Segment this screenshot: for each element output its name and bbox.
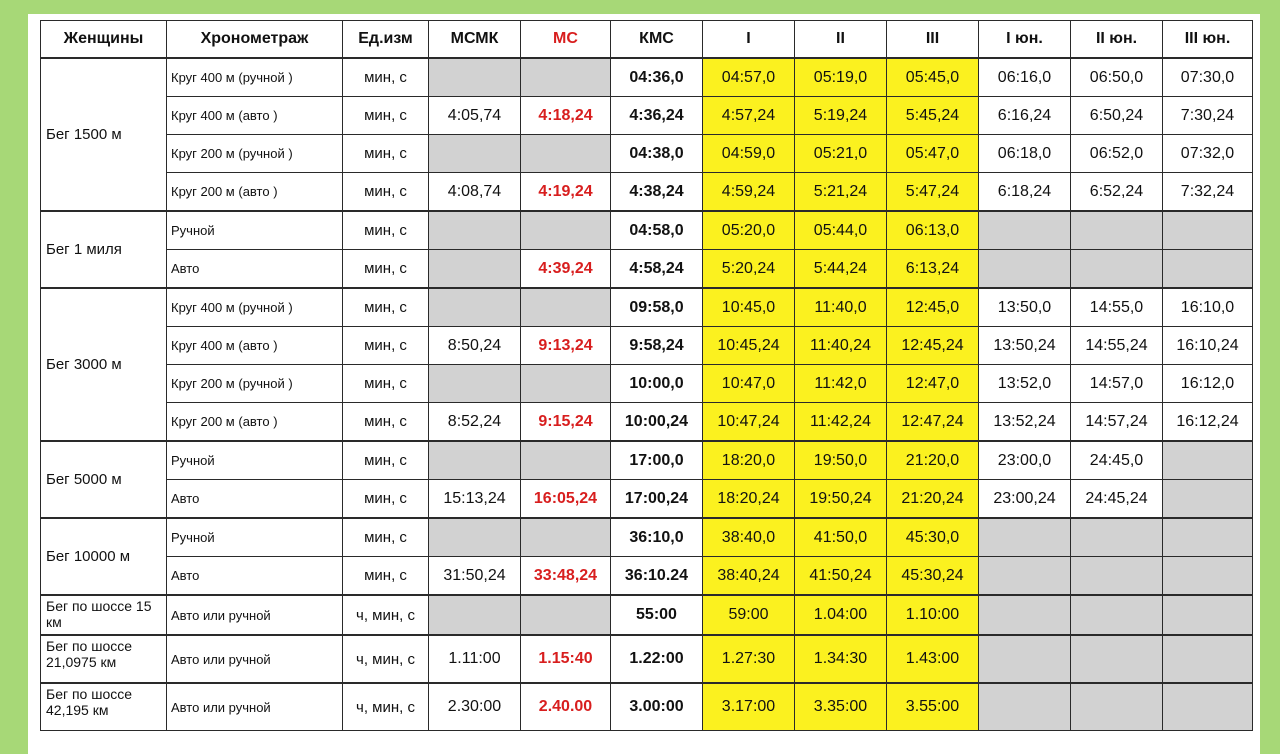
cell-y3 xyxy=(1163,635,1253,683)
table-row xyxy=(41,288,1253,327)
cell-y2 xyxy=(1071,683,1163,731)
unit-cell: ч, мин, с xyxy=(343,635,429,683)
cell-r2: 05:44,0 xyxy=(795,211,887,250)
cell-y3 xyxy=(1163,683,1253,731)
cell-r1: 04:59,0 xyxy=(703,135,795,173)
unit-cell: мин, с xyxy=(343,173,429,212)
cell-ms: 33:48,24 xyxy=(521,557,611,596)
cell-y1 xyxy=(979,211,1071,250)
event-name: Бег по шоссе 21,0975 км xyxy=(41,635,167,683)
cell-msmk xyxy=(429,441,521,480)
table-row xyxy=(41,365,1253,403)
timing-method: Авто или ручной xyxy=(167,683,343,731)
unit-cell: мин, с xyxy=(343,211,429,250)
cell-r3: 05:45,0 xyxy=(887,58,979,97)
cell-y1: 13:50,24 xyxy=(979,327,1071,365)
cell-y2: 06:52,0 xyxy=(1071,135,1163,173)
cell-r2: 05:21,0 xyxy=(795,135,887,173)
table-row xyxy=(41,635,1253,683)
cell-y2: 14:57,0 xyxy=(1071,365,1163,403)
event-name: Бег по шоссе 42,195 км xyxy=(41,683,167,731)
cell-r2: 5:21,24 xyxy=(795,173,887,212)
cell-kms: 04:38,0 xyxy=(611,135,703,173)
cell-r2: 11:42,24 xyxy=(795,403,887,442)
cell-ms xyxy=(521,595,611,635)
table-row xyxy=(41,250,1253,289)
cell-y2: 06:50,0 xyxy=(1071,58,1163,97)
table-row xyxy=(41,97,1253,135)
unit-cell: мин, с xyxy=(343,288,429,327)
cell-msmk: 31:50,24 xyxy=(429,557,521,596)
cell-kms: 04:36,0 xyxy=(611,58,703,97)
table-row xyxy=(41,518,1253,557)
header-youth-1: I юн. xyxy=(979,21,1071,59)
cell-r3: 21:20,24 xyxy=(887,480,979,519)
unit-cell: мин, с xyxy=(343,327,429,365)
timing-method: Авто xyxy=(167,480,343,519)
cell-r2: 5:44,24 xyxy=(795,250,887,289)
cell-msmk: 4:05,74 xyxy=(429,97,521,135)
timing-method: Авто xyxy=(167,250,343,289)
cell-r1: 38:40,24 xyxy=(703,557,795,596)
table-row xyxy=(41,135,1253,173)
cell-r1: 18:20,24 xyxy=(703,480,795,519)
table-row xyxy=(41,173,1253,212)
cell-y3 xyxy=(1163,250,1253,289)
cell-msmk xyxy=(429,211,521,250)
cell-ms xyxy=(521,365,611,403)
cell-r3: 12:47,24 xyxy=(887,403,979,442)
event-name: Бег по шоссе 15 км xyxy=(41,595,167,635)
cell-r1: 10:47,0 xyxy=(703,365,795,403)
cell-ms xyxy=(521,441,611,480)
cell-r1: 18:20,0 xyxy=(703,441,795,480)
header-kms: КМС xyxy=(611,21,703,59)
table-row xyxy=(41,480,1253,519)
cell-r3: 45:30,0 xyxy=(887,518,979,557)
cell-y3: 7:30,24 xyxy=(1163,97,1253,135)
cell-y1 xyxy=(979,250,1071,289)
cell-r3: 5:47,24 xyxy=(887,173,979,212)
cell-kms: 9:58,24 xyxy=(611,327,703,365)
unit-cell: ч, мин, с xyxy=(343,683,429,731)
cell-y1 xyxy=(979,683,1071,731)
cell-kms: 17:00,24 xyxy=(611,480,703,519)
header-unit: Ед.изм xyxy=(343,21,429,59)
event-name: Бег 1 миля xyxy=(41,211,167,288)
table-row xyxy=(41,683,1253,731)
unit-cell: мин, с xyxy=(343,480,429,519)
cell-kms: 04:58,0 xyxy=(611,211,703,250)
cell-r2: 1.34:30 xyxy=(795,635,887,683)
cell-y1 xyxy=(979,518,1071,557)
cell-r1: 10:45,24 xyxy=(703,327,795,365)
cell-kms: 09:58,0 xyxy=(611,288,703,327)
cell-y3: 07:32,0 xyxy=(1163,135,1253,173)
cell-kms: 4:38,24 xyxy=(611,173,703,212)
timing-method: Круг 200 м (авто ) xyxy=(167,173,343,212)
cell-r2: 11:40,24 xyxy=(795,327,887,365)
header-rank-2: II xyxy=(795,21,887,59)
cell-y1: 23:00,24 xyxy=(979,480,1071,519)
cell-y1: 13:50,0 xyxy=(979,288,1071,327)
table-row xyxy=(41,211,1253,250)
cell-y1 xyxy=(979,635,1071,683)
unit-cell: мин, с xyxy=(343,518,429,557)
cell-ms xyxy=(521,58,611,97)
table-row xyxy=(41,557,1253,596)
header-rank-1: I xyxy=(703,21,795,59)
cell-y2 xyxy=(1071,635,1163,683)
cell-y1 xyxy=(979,595,1071,635)
cell-y2 xyxy=(1071,250,1163,289)
cell-r1: 38:40,0 xyxy=(703,518,795,557)
cell-ms: 9:15,24 xyxy=(521,403,611,442)
cell-y2 xyxy=(1071,557,1163,596)
timing-method: Ручной xyxy=(167,518,343,557)
cell-kms: 3.00:00 xyxy=(611,683,703,731)
cell-msmk: 8:52,24 xyxy=(429,403,521,442)
cell-r3: 21:20,0 xyxy=(887,441,979,480)
cell-r2: 11:42,0 xyxy=(795,365,887,403)
cell-r3: 1.10:00 xyxy=(887,595,979,635)
cell-r3: 05:47,0 xyxy=(887,135,979,173)
cell-r3: 12:45,0 xyxy=(887,288,979,327)
timing-method: Круг 400 м (ручной ) xyxy=(167,58,343,97)
cell-y2: 14:55,24 xyxy=(1071,327,1163,365)
timing-method: Круг 400 м (ручной ) xyxy=(167,288,343,327)
event-name: Бег 10000 м xyxy=(41,518,167,595)
cell-r1: 4:57,24 xyxy=(703,97,795,135)
cell-ms: 16:05,24 xyxy=(521,480,611,519)
header-row xyxy=(41,21,1253,59)
cell-ms xyxy=(521,135,611,173)
cell-y2: 6:52,24 xyxy=(1071,173,1163,212)
cell-y1: 06:16,0 xyxy=(979,58,1071,97)
header-msmk: МСМК xyxy=(429,21,521,59)
cell-msmk: 1.11:00 xyxy=(429,635,521,683)
unit-cell: мин, с xyxy=(343,250,429,289)
cell-y3: 07:30,0 xyxy=(1163,58,1253,97)
cell-ms: 9:13,24 xyxy=(521,327,611,365)
cell-msmk: 15:13,24 xyxy=(429,480,521,519)
cell-r2: 19:50,0 xyxy=(795,441,887,480)
cell-y3: 16:10,24 xyxy=(1163,327,1253,365)
cell-kms: 55:00 xyxy=(611,595,703,635)
cell-r3: 12:45,24 xyxy=(887,327,979,365)
table-body xyxy=(41,58,1253,731)
cell-r3: 12:47,0 xyxy=(887,365,979,403)
cell-y1: 13:52,0 xyxy=(979,365,1071,403)
cell-y3 xyxy=(1163,441,1253,480)
unit-cell: мин, с xyxy=(343,557,429,596)
timing-method: Круг 400 м (авто ) xyxy=(167,327,343,365)
cell-ms: 2.40.00 xyxy=(521,683,611,731)
event-name: Бег 5000 м xyxy=(41,441,167,518)
cell-r1: 05:20,0 xyxy=(703,211,795,250)
cell-y1: 13:52,24 xyxy=(979,403,1071,442)
cell-y3: 7:32,24 xyxy=(1163,173,1253,212)
cell-y1: 6:18,24 xyxy=(979,173,1071,212)
cell-y2 xyxy=(1071,595,1163,635)
cell-y1: 6:16,24 xyxy=(979,97,1071,135)
unit-cell: мин, с xyxy=(343,97,429,135)
cell-y1 xyxy=(979,557,1071,596)
timing-method: Авто xyxy=(167,557,343,596)
timing-method: Круг 200 м (ручной ) xyxy=(167,365,343,403)
cell-kms: 4:36,24 xyxy=(611,97,703,135)
cell-ms: 4:39,24 xyxy=(521,250,611,289)
cell-r3: 1.43:00 xyxy=(887,635,979,683)
cell-ms xyxy=(521,211,611,250)
unit-cell: мин, с xyxy=(343,403,429,442)
cell-r3: 3.55:00 xyxy=(887,683,979,731)
cell-r3: 6:13,24 xyxy=(887,250,979,289)
cell-msmk: 2.30:00 xyxy=(429,683,521,731)
cell-r2: 3.35:00 xyxy=(795,683,887,731)
cell-msmk: 8:50,24 xyxy=(429,327,521,365)
unit-cell: ч, мин, с xyxy=(343,595,429,635)
cell-r2: 41:50,0 xyxy=(795,518,887,557)
cell-y3 xyxy=(1163,518,1253,557)
table-row xyxy=(41,403,1253,442)
cell-r1: 10:45,0 xyxy=(703,288,795,327)
header-timing: Хронометраж xyxy=(167,21,343,59)
cell-y1: 23:00,0 xyxy=(979,441,1071,480)
table-row xyxy=(41,441,1253,480)
header-youth-2: II юн. xyxy=(1071,21,1163,59)
timing-method: Круг 400 м (авто ) xyxy=(167,97,343,135)
cell-y2: 14:57,24 xyxy=(1071,403,1163,442)
unit-cell: мин, с xyxy=(343,441,429,480)
cell-msmk xyxy=(429,250,521,289)
cell-kms: 10:00,24 xyxy=(611,403,703,442)
cell-r1: 04:57,0 xyxy=(703,58,795,97)
cell-r2: 5:19,24 xyxy=(795,97,887,135)
table-row xyxy=(41,595,1253,635)
cell-y2: 24:45,24 xyxy=(1071,480,1163,519)
cell-kms: 36:10,0 xyxy=(611,518,703,557)
cell-ms xyxy=(521,288,611,327)
cell-msmk: 4:08,74 xyxy=(429,173,521,212)
cell-y2: 6:50,24 xyxy=(1071,97,1163,135)
cell-ms: 4:18,24 xyxy=(521,97,611,135)
header-youth-3: III юн. xyxy=(1163,21,1253,59)
cell-r1: 4:59,24 xyxy=(703,173,795,212)
cell-ms xyxy=(521,518,611,557)
cell-y1: 06:18,0 xyxy=(979,135,1071,173)
cell-y2: 24:45,0 xyxy=(1071,441,1163,480)
event-name: Бег 3000 м xyxy=(41,288,167,441)
event-name: Бег 1500 м xyxy=(41,58,167,211)
cell-r1: 5:20,24 xyxy=(703,250,795,289)
timing-method: Ручной xyxy=(167,441,343,480)
cell-y2 xyxy=(1071,518,1163,557)
standards-sheet xyxy=(28,14,1260,754)
cell-kms: 10:00,0 xyxy=(611,365,703,403)
cell-y3: 16:12,24 xyxy=(1163,403,1253,442)
cell-r2: 19:50,24 xyxy=(795,480,887,519)
cell-y3 xyxy=(1163,557,1253,596)
cell-msmk xyxy=(429,288,521,327)
cell-r1: 10:47,24 xyxy=(703,403,795,442)
header-rank-3: III xyxy=(887,21,979,59)
table-row xyxy=(41,58,1253,97)
cell-kms: 17:00,0 xyxy=(611,441,703,480)
header-women: Женщины xyxy=(41,21,167,59)
cell-msmk xyxy=(429,135,521,173)
timing-method: Круг 200 м (авто ) xyxy=(167,403,343,442)
cell-y3: 16:12,0 xyxy=(1163,365,1253,403)
unit-cell: мин, с xyxy=(343,365,429,403)
cell-y3 xyxy=(1163,595,1253,635)
unit-cell: мин, с xyxy=(343,135,429,173)
timing-method: Круг 200 м (ручной ) xyxy=(167,135,343,173)
cell-r3: 5:45,24 xyxy=(887,97,979,135)
cell-kms: 1.22:00 xyxy=(611,635,703,683)
cell-r3: 06:13,0 xyxy=(887,211,979,250)
standards-table xyxy=(40,20,1253,731)
cell-y3 xyxy=(1163,211,1253,250)
cell-y3: 16:10,0 xyxy=(1163,288,1253,327)
timing-method: Ручной xyxy=(167,211,343,250)
cell-r3: 45:30,24 xyxy=(887,557,979,596)
timing-method: Авто или ручной xyxy=(167,635,343,683)
cell-r1: 1.27:30 xyxy=(703,635,795,683)
cell-r2: 05:19,0 xyxy=(795,58,887,97)
cell-kms: 4:58,24 xyxy=(611,250,703,289)
cell-ms: 1.15:40 xyxy=(521,635,611,683)
header-ms: МС xyxy=(521,21,611,59)
cell-r2: 1.04:00 xyxy=(795,595,887,635)
unit-cell: мин, с xyxy=(343,58,429,97)
cell-kms: 36:10.24 xyxy=(611,557,703,596)
cell-ms: 4:19,24 xyxy=(521,173,611,212)
cell-r2: 41:50,24 xyxy=(795,557,887,596)
cell-msmk xyxy=(429,58,521,97)
table-row xyxy=(41,327,1253,365)
cell-r1: 59:00 xyxy=(703,595,795,635)
cell-r2: 11:40,0 xyxy=(795,288,887,327)
cell-y2: 14:55,0 xyxy=(1071,288,1163,327)
cell-msmk xyxy=(429,518,521,557)
cell-y2 xyxy=(1071,211,1163,250)
cell-r1: 3.17:00 xyxy=(703,683,795,731)
timing-method: Авто или ручной xyxy=(167,595,343,635)
cell-msmk xyxy=(429,595,521,635)
cell-msmk xyxy=(429,365,521,403)
cell-y3 xyxy=(1163,480,1253,519)
